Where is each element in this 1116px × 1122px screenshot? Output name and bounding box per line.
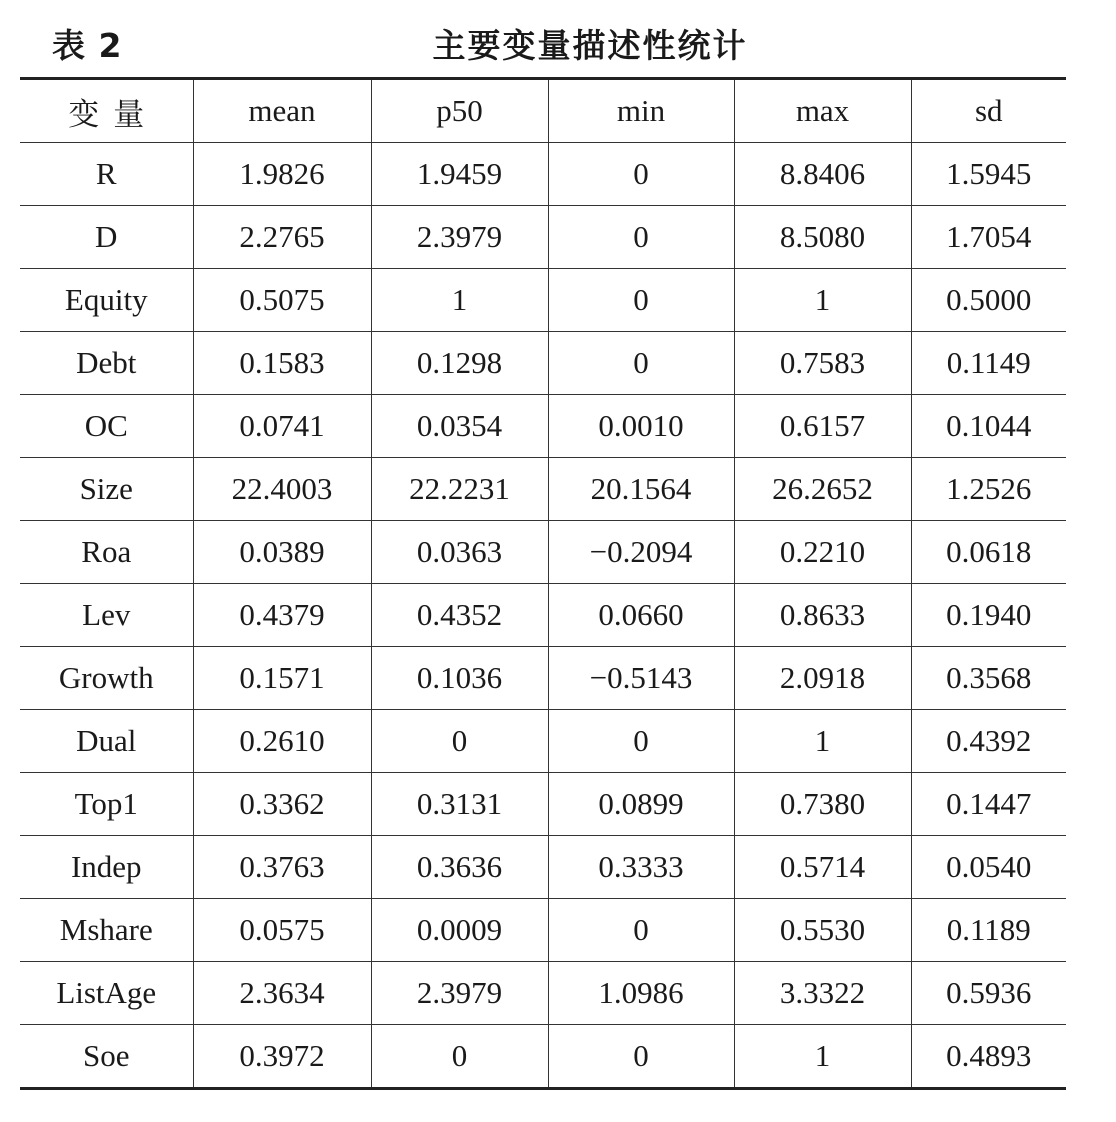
max-cell: 0.2210 xyxy=(734,521,911,584)
sd-cell: 1.5945 xyxy=(911,143,1066,206)
max-cell: 0.5530 xyxy=(734,899,911,962)
max-cell: 8.8406 xyxy=(734,143,911,206)
column-header-p50: p50 xyxy=(371,79,548,143)
sd-cell: 0.1044 xyxy=(911,395,1066,458)
column-header-max: max xyxy=(734,79,911,143)
max-cell: 8.5080 xyxy=(734,206,911,269)
table-row xyxy=(20,521,1066,584)
mean-cell: 0.0389 xyxy=(193,521,371,584)
mean-cell: 0.0575 xyxy=(193,899,371,962)
p50-cell: 0.4352 xyxy=(371,584,548,647)
p50-cell: 2.3979 xyxy=(371,206,548,269)
mean-cell: 0.4379 xyxy=(193,584,371,647)
sd-cell: 0.1940 xyxy=(911,584,1066,647)
sd-cell: 0.3568 xyxy=(911,647,1066,710)
p50-cell: 1 xyxy=(371,269,548,332)
max-cell: 0.5714 xyxy=(734,836,911,899)
min-cell: 0 xyxy=(548,143,734,206)
max-cell: 2.0918 xyxy=(734,647,911,710)
max-cell: 1 xyxy=(734,1025,911,1089)
min-cell: 0.0660 xyxy=(548,584,734,647)
mean-cell: 0.1571 xyxy=(193,647,371,710)
sd-cell: 0.5000 xyxy=(911,269,1066,332)
mean-cell: 2.3634 xyxy=(193,962,371,1025)
p50-cell: 1.9459 xyxy=(371,143,548,206)
mean-cell: 0.3362 xyxy=(193,773,371,836)
mean-cell: 0.3972 xyxy=(193,1025,371,1089)
sd-cell: 0.5936 xyxy=(911,962,1066,1025)
mean-cell: 0.1583 xyxy=(193,332,371,395)
variable-cell: Indep xyxy=(20,836,193,899)
min-cell: 0 xyxy=(548,899,734,962)
column-header-mean: mean xyxy=(193,79,371,143)
max-cell: 0.6157 xyxy=(734,395,911,458)
descriptive-statistics-table xyxy=(20,77,1066,1090)
p50-cell: 22.2231 xyxy=(371,458,548,521)
column-header-variable: 变量 xyxy=(20,79,193,143)
min-cell: −0.5143 xyxy=(548,647,734,710)
mean-cell: 0.3763 xyxy=(193,836,371,899)
p50-cell: 0.0009 xyxy=(371,899,548,962)
table-row xyxy=(20,1025,1066,1089)
max-cell: 0.7583 xyxy=(734,332,911,395)
min-cell: 0 xyxy=(548,269,734,332)
sd-cell: 0.1189 xyxy=(911,899,1066,962)
sd-cell: 0.0540 xyxy=(911,836,1066,899)
max-cell: 3.3322 xyxy=(734,962,911,1025)
min-cell: 0.0010 xyxy=(548,395,734,458)
min-cell: 1.0986 xyxy=(548,962,734,1025)
variable-cell: R xyxy=(20,143,193,206)
sd-cell: 0.1149 xyxy=(911,332,1066,395)
p50-cell: 0.1298 xyxy=(371,332,548,395)
variable-cell: Size xyxy=(20,458,193,521)
max-cell: 0.7380 xyxy=(734,773,911,836)
variable-cell: Mshare xyxy=(20,899,193,962)
min-cell: 0 xyxy=(548,332,734,395)
sd-cell: 0.1447 xyxy=(911,773,1066,836)
sd-cell: 0.4392 xyxy=(911,710,1066,773)
variable-cell: Equity xyxy=(20,269,193,332)
p50-cell: 2.3979 xyxy=(371,962,548,1025)
variable-cell: ListAge xyxy=(20,962,193,1025)
min-cell: 0 xyxy=(548,206,734,269)
table-row xyxy=(20,143,1066,206)
p50-cell: 0.0363 xyxy=(371,521,548,584)
table-number: 表 2 xyxy=(52,26,123,65)
variable-cell: Debt xyxy=(20,332,193,395)
table-body xyxy=(20,143,1066,1089)
p50-cell: 0.1036 xyxy=(371,647,548,710)
table-row xyxy=(20,962,1066,1025)
table-row xyxy=(20,332,1066,395)
variable-cell: Growth xyxy=(20,647,193,710)
sd-cell: 0.4893 xyxy=(911,1025,1066,1089)
variable-cell: Roa xyxy=(20,521,193,584)
table-row xyxy=(20,269,1066,332)
min-cell: 0 xyxy=(548,1025,734,1089)
table-row xyxy=(20,584,1066,647)
p50-cell: 0.0354 xyxy=(371,395,548,458)
p50-cell: 0.3131 xyxy=(371,773,548,836)
table-row xyxy=(20,206,1066,269)
column-header-sd: sd xyxy=(911,79,1066,143)
table-caption xyxy=(0,0,1116,78)
p50-cell: 0.3636 xyxy=(371,836,548,899)
mean-cell: 1.9826 xyxy=(193,143,371,206)
min-cell: 0.0899 xyxy=(548,773,734,836)
table-title: 主要变量描述性统计 xyxy=(432,26,748,65)
variable-cell: D xyxy=(20,206,193,269)
mean-cell: 22.4003 xyxy=(193,458,371,521)
table-row xyxy=(20,899,1066,962)
max-cell: 1 xyxy=(734,710,911,773)
min-cell: 20.1564 xyxy=(548,458,734,521)
max-cell: 26.2652 xyxy=(734,458,911,521)
mean-cell: 0.2610 xyxy=(193,710,371,773)
p50-cell: 0 xyxy=(371,710,548,773)
max-cell: 1 xyxy=(734,269,911,332)
table-row xyxy=(20,458,1066,521)
variable-cell: Top1 xyxy=(20,773,193,836)
variable-cell: Dual xyxy=(20,710,193,773)
p50-cell: 0 xyxy=(371,1025,548,1089)
mean-cell: 0.5075 xyxy=(193,269,371,332)
column-header-min: min xyxy=(548,79,734,143)
table-row xyxy=(20,395,1066,458)
sd-cell: 0.0618 xyxy=(911,521,1066,584)
mean-cell: 2.2765 xyxy=(193,206,371,269)
header-row xyxy=(20,79,1066,143)
variable-cell: Lev xyxy=(20,584,193,647)
min-cell: 0.3333 xyxy=(548,836,734,899)
mean-cell: 0.0741 xyxy=(193,395,371,458)
min-cell: 0 xyxy=(548,710,734,773)
table-row xyxy=(20,647,1066,710)
table-row xyxy=(20,773,1066,836)
min-cell: −0.2094 xyxy=(548,521,734,584)
table-row xyxy=(20,710,1066,773)
variable-cell: OC xyxy=(20,395,193,458)
table-row xyxy=(20,836,1066,899)
sd-cell: 1.2526 xyxy=(911,458,1066,521)
variable-cell: Soe xyxy=(83,1038,130,1073)
sd-cell: 1.7054 xyxy=(911,206,1066,269)
max-cell: 0.8633 xyxy=(734,584,911,647)
